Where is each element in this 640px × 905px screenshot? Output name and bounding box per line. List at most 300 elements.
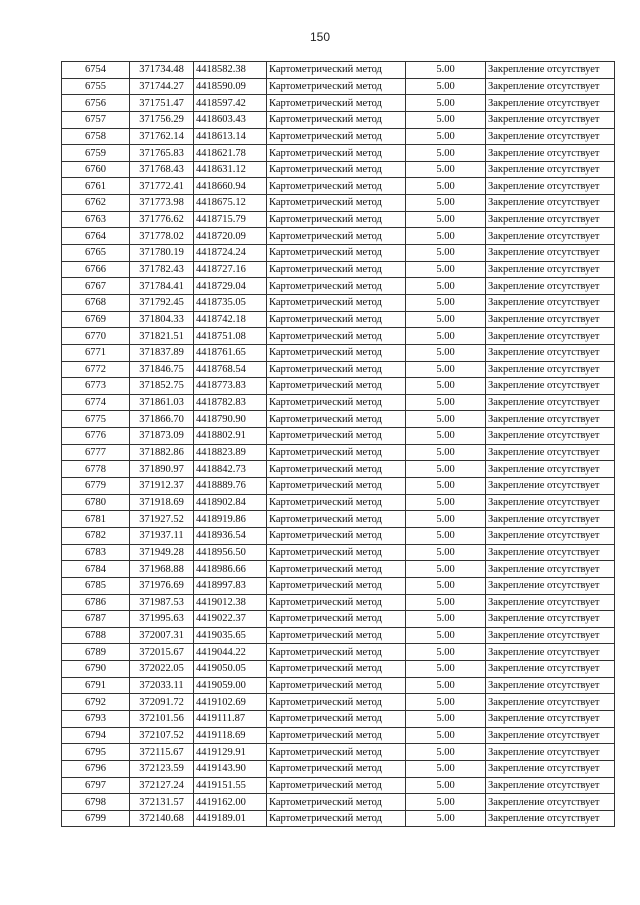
x-coordinate-cell: 372022.05 (130, 661, 194, 678)
table-row (62, 111, 615, 128)
table-row (62, 744, 615, 761)
accuracy-cell: 5.00 (406, 461, 486, 478)
fixation-description-cell: Закрепление отсутствует (486, 677, 615, 694)
x-coordinate-cell: 371744.27 (130, 78, 194, 95)
x-coordinate-cell: 372101.56 (130, 710, 194, 727)
point-number-cell: 6784 (62, 561, 130, 578)
y-coordinate-cell: 4418660.94 (194, 178, 267, 195)
table-row (62, 211, 615, 228)
x-coordinate-cell: 371890.97 (130, 461, 194, 478)
method-cell: Картометрический метод (267, 195, 406, 212)
point-number-cell: 6755 (62, 78, 130, 95)
y-coordinate-cell: 4419189.01 (194, 810, 267, 827)
point-number-cell: 6769 (62, 311, 130, 328)
x-coordinate-cell: 371792.45 (130, 294, 194, 311)
table-row (62, 361, 615, 378)
y-coordinate-cell: 4419143.90 (194, 760, 267, 777)
x-coordinate-cell: 371968.88 (130, 561, 194, 578)
fixation-description-cell: Закрепление отсутствует (486, 95, 615, 112)
method-cell: Картометрический метод (267, 145, 406, 162)
x-coordinate-cell: 371861.03 (130, 394, 194, 411)
y-coordinate-cell: 4419059.00 (194, 677, 267, 694)
accuracy-cell: 5.00 (406, 278, 486, 295)
y-coordinate-cell: 4418631.12 (194, 161, 267, 178)
point-number-cell: 6796 (62, 760, 130, 777)
point-number-cell: 6760 (62, 161, 130, 178)
fixation-description-cell: Закрепление отсутствует (486, 594, 615, 611)
fixation-description-cell: Закрепление отсутствует (486, 195, 615, 212)
table-row (62, 611, 615, 628)
table-row (62, 428, 615, 445)
table-row (62, 810, 615, 827)
table-row (62, 661, 615, 678)
table-row (62, 478, 615, 495)
coordinates-table-body (62, 62, 615, 827)
fixation-description-cell: Закрепление отсутствует (486, 278, 615, 295)
y-coordinate-cell: 4418582.38 (194, 62, 267, 79)
table-row (62, 394, 615, 411)
point-number-cell: 6774 (62, 394, 130, 411)
table-row (62, 627, 615, 644)
point-number-cell: 6780 (62, 494, 130, 511)
fixation-description-cell: Закрепление отсутствует (486, 145, 615, 162)
accuracy-cell: 5.00 (406, 478, 486, 495)
point-number-cell: 6781 (62, 511, 130, 528)
point-number-cell: 6793 (62, 710, 130, 727)
method-cell: Картометрический метод (267, 444, 406, 461)
method-cell: Картометрический метод (267, 78, 406, 95)
method-cell: Картометрический метод (267, 128, 406, 145)
y-coordinate-cell: 4419012.38 (194, 594, 267, 611)
method-cell: Картометрический метод (267, 810, 406, 827)
accuracy-cell: 5.00 (406, 195, 486, 212)
accuracy-cell: 5.00 (406, 394, 486, 411)
method-cell: Картометрический метод (267, 461, 406, 478)
point-number-cell: 6759 (62, 145, 130, 162)
fixation-description-cell: Закрепление отсутствует (486, 627, 615, 644)
fixation-description-cell: Закрепление отсутствует (486, 577, 615, 594)
method-cell: Картометрический метод (267, 95, 406, 112)
method-cell: Картометрический метод (267, 527, 406, 544)
table-row (62, 344, 615, 361)
method-cell: Картометрический метод (267, 594, 406, 611)
table-row (62, 328, 615, 345)
table-row (62, 527, 615, 544)
method-cell: Картометрический метод (267, 611, 406, 628)
point-number-cell: 6772 (62, 361, 130, 378)
y-coordinate-cell: 4418751.08 (194, 328, 267, 345)
x-coordinate-cell: 371776.62 (130, 211, 194, 228)
fixation-description-cell: Закрепление отсутствует (486, 461, 615, 478)
accuracy-cell: 5.00 (406, 294, 486, 311)
table-row (62, 760, 615, 777)
x-coordinate-cell: 371772.41 (130, 178, 194, 195)
method-cell: Картометрический метод (267, 710, 406, 727)
accuracy-cell: 5.00 (406, 378, 486, 395)
fixation-description-cell: Закрепление отсутствует (486, 311, 615, 328)
table-row (62, 644, 615, 661)
x-coordinate-cell: 372127.24 (130, 777, 194, 794)
table-row (62, 511, 615, 528)
method-cell: Картометрический метод (267, 211, 406, 228)
accuracy-cell: 5.00 (406, 544, 486, 561)
y-coordinate-cell: 4419102.69 (194, 694, 267, 711)
point-number-cell: 6798 (62, 794, 130, 811)
point-number-cell: 6765 (62, 245, 130, 262)
point-number-cell: 6782 (62, 527, 130, 544)
table-row (62, 294, 615, 311)
point-number-cell: 6770 (62, 328, 130, 345)
accuracy-cell: 5.00 (406, 710, 486, 727)
method-cell: Картометрический метод (267, 661, 406, 678)
accuracy-cell: 5.00 (406, 511, 486, 528)
fixation-description-cell: Закрепление отсутствует (486, 428, 615, 445)
table-row (62, 577, 615, 594)
accuracy-cell: 5.00 (406, 111, 486, 128)
accuracy-cell: 5.00 (406, 62, 486, 79)
point-number-cell: 6764 (62, 228, 130, 245)
y-coordinate-cell: 4419044.22 (194, 644, 267, 661)
table-row (62, 777, 615, 794)
table-row (62, 62, 615, 79)
fixation-description-cell: Закрепление отсутствует (486, 245, 615, 262)
fixation-description-cell: Закрепление отсутствует (486, 744, 615, 761)
method-cell: Картометрический метод (267, 245, 406, 262)
point-number-cell: 6768 (62, 294, 130, 311)
x-coordinate-cell: 371937.11 (130, 527, 194, 544)
table-row (62, 161, 615, 178)
fixation-description-cell: Закрепление отсутствует (486, 394, 615, 411)
accuracy-cell: 5.00 (406, 577, 486, 594)
fixation-description-cell: Закрепление отсутствует (486, 111, 615, 128)
table-row (62, 444, 615, 461)
y-coordinate-cell: 4418724.24 (194, 245, 267, 262)
point-number-cell: 6791 (62, 677, 130, 694)
accuracy-cell: 5.00 (406, 228, 486, 245)
point-number-cell: 6778 (62, 461, 130, 478)
method-cell: Картометрический метод (267, 777, 406, 794)
accuracy-cell: 5.00 (406, 411, 486, 428)
fixation-description-cell: Закрепление отсутствует (486, 261, 615, 278)
x-coordinate-cell: 371873.09 (130, 428, 194, 445)
table-row (62, 261, 615, 278)
accuracy-cell: 5.00 (406, 444, 486, 461)
x-coordinate-cell: 371927.52 (130, 511, 194, 528)
accuracy-cell: 5.00 (406, 428, 486, 445)
accuracy-cell: 5.00 (406, 777, 486, 794)
method-cell: Картометрический метод (267, 428, 406, 445)
fixation-description-cell: Закрепление отсутствует (486, 228, 615, 245)
fixation-description-cell: Закрепление отсутствует (486, 328, 615, 345)
point-number-cell: 6762 (62, 195, 130, 212)
x-coordinate-cell: 372015.67 (130, 644, 194, 661)
x-coordinate-cell: 372123.59 (130, 760, 194, 777)
accuracy-cell: 5.00 (406, 744, 486, 761)
y-coordinate-cell: 4418735.05 (194, 294, 267, 311)
accuracy-cell: 5.00 (406, 178, 486, 195)
method-cell: Картометрический метод (267, 294, 406, 311)
method-cell: Картометрический метод (267, 694, 406, 711)
fixation-description-cell: Закрепление отсутствует (486, 78, 615, 95)
x-coordinate-cell: 371882.86 (130, 444, 194, 461)
y-coordinate-cell: 4418986.66 (194, 561, 267, 578)
method-cell: Картометрический метод (267, 627, 406, 644)
coordinates-table (61, 61, 615, 827)
fixation-description-cell: Закрепление отсутствует (486, 611, 615, 628)
table-row (62, 411, 615, 428)
table-row (62, 727, 615, 744)
y-coordinate-cell: 4419035.65 (194, 627, 267, 644)
fixation-description-cell: Закрепление отсутствует (486, 644, 615, 661)
fixation-description-cell: Закрепление отсутствует (486, 62, 615, 79)
x-coordinate-cell: 371751.47 (130, 95, 194, 112)
x-coordinate-cell: 372107.52 (130, 727, 194, 744)
x-coordinate-cell: 371762.14 (130, 128, 194, 145)
table-row (62, 95, 615, 112)
accuracy-cell: 5.00 (406, 344, 486, 361)
fixation-description-cell: Закрепление отсутствует (486, 661, 615, 678)
x-coordinate-cell: 371780.19 (130, 245, 194, 262)
x-coordinate-cell: 372091.72 (130, 694, 194, 711)
accuracy-cell: 5.00 (406, 810, 486, 827)
point-number-cell: 6794 (62, 727, 130, 744)
table-row (62, 228, 615, 245)
y-coordinate-cell: 4418936.54 (194, 527, 267, 544)
point-number-cell: 6773 (62, 378, 130, 395)
method-cell: Картометрический метод (267, 344, 406, 361)
accuracy-cell: 5.00 (406, 78, 486, 95)
method-cell: Картометрический метод (267, 744, 406, 761)
table-row (62, 128, 615, 145)
y-coordinate-cell: 4418823.89 (194, 444, 267, 461)
method-cell: Картометрический метод (267, 278, 406, 295)
x-coordinate-cell: 372140.68 (130, 810, 194, 827)
table-row (62, 195, 615, 212)
x-coordinate-cell: 371852.75 (130, 378, 194, 395)
y-coordinate-cell: 4418729.04 (194, 278, 267, 295)
point-number-cell: 6788 (62, 627, 130, 644)
y-coordinate-cell: 4418742.18 (194, 311, 267, 328)
fixation-description-cell: Закрепление отсутствует (486, 794, 615, 811)
fixation-description-cell: Закрепление отсутствует (486, 710, 615, 727)
accuracy-cell: 5.00 (406, 128, 486, 145)
method-cell: Картометрический метод (267, 677, 406, 694)
accuracy-cell: 5.00 (406, 328, 486, 345)
point-number-cell: 6797 (62, 777, 130, 794)
x-coordinate-cell: 372131.57 (130, 794, 194, 811)
x-coordinate-cell: 371837.89 (130, 344, 194, 361)
y-coordinate-cell: 4418597.42 (194, 95, 267, 112)
x-coordinate-cell: 371987.53 (130, 594, 194, 611)
y-coordinate-cell: 4418790.90 (194, 411, 267, 428)
method-cell: Картометрический метод (267, 394, 406, 411)
y-coordinate-cell: 4418727.16 (194, 261, 267, 278)
point-number-cell: 6776 (62, 428, 130, 445)
point-number-cell: 6789 (62, 644, 130, 661)
table-row (62, 794, 615, 811)
accuracy-cell: 5.00 (406, 627, 486, 644)
x-coordinate-cell: 371976.69 (130, 577, 194, 594)
y-coordinate-cell: 4419151.55 (194, 777, 267, 794)
fixation-description-cell: Закрепление отсутствует (486, 211, 615, 228)
point-number-cell: 6799 (62, 810, 130, 827)
y-coordinate-cell: 4418956.50 (194, 544, 267, 561)
method-cell: Картометрический метод (267, 411, 406, 428)
fixation-description-cell: Закрепление отсутствует (486, 444, 615, 461)
accuracy-cell: 5.00 (406, 245, 486, 262)
x-coordinate-cell: 371804.33 (130, 311, 194, 328)
x-coordinate-cell: 371782.43 (130, 261, 194, 278)
x-coordinate-cell: 371912.37 (130, 478, 194, 495)
accuracy-cell: 5.00 (406, 694, 486, 711)
y-coordinate-cell: 4418675.12 (194, 195, 267, 212)
point-number-cell: 6754 (62, 62, 130, 79)
accuracy-cell: 5.00 (406, 611, 486, 628)
x-coordinate-cell: 371995.63 (130, 611, 194, 628)
method-cell: Картометрический метод (267, 378, 406, 395)
method-cell: Картометрический метод (267, 577, 406, 594)
point-number-cell: 6779 (62, 478, 130, 495)
y-coordinate-cell: 4418715.79 (194, 211, 267, 228)
x-coordinate-cell: 371821.51 (130, 328, 194, 345)
table-row (62, 461, 615, 478)
accuracy-cell: 5.00 (406, 561, 486, 578)
y-coordinate-cell: 4419050.05 (194, 661, 267, 678)
x-coordinate-cell: 371866.70 (130, 411, 194, 428)
accuracy-cell: 5.00 (406, 494, 486, 511)
fixation-description-cell: Закрепление отсутствует (486, 478, 615, 495)
y-coordinate-cell: 4418782.83 (194, 394, 267, 411)
y-coordinate-cell: 4419111.87 (194, 710, 267, 727)
method-cell: Картометрический метод (267, 311, 406, 328)
method-cell: Картометрический метод (267, 228, 406, 245)
y-coordinate-cell: 4418773.83 (194, 378, 267, 395)
y-coordinate-cell: 4418997.83 (194, 577, 267, 594)
y-coordinate-cell: 4418761.65 (194, 344, 267, 361)
fixation-description-cell: Закрепление отсутствует (486, 411, 615, 428)
y-coordinate-cell: 4418590.09 (194, 78, 267, 95)
point-number-cell: 6771 (62, 344, 130, 361)
x-coordinate-cell: 371768.43 (130, 161, 194, 178)
method-cell: Картометрический метод (267, 62, 406, 79)
method-cell: Картометрический метод (267, 544, 406, 561)
x-coordinate-cell: 371846.75 (130, 361, 194, 378)
accuracy-cell: 5.00 (406, 361, 486, 378)
fixation-description-cell: Закрепление отсутствует (486, 161, 615, 178)
table-row (62, 378, 615, 395)
fixation-description-cell: Закрепление отсутствует (486, 294, 615, 311)
table-row (62, 178, 615, 195)
table-row (62, 594, 615, 611)
table-row (62, 311, 615, 328)
x-coordinate-cell: 371756.29 (130, 111, 194, 128)
x-coordinate-cell: 371778.02 (130, 228, 194, 245)
method-cell: Картометрический метод (267, 161, 406, 178)
table-row (62, 561, 615, 578)
fixation-description-cell: Закрепление отсутствует (486, 494, 615, 511)
fixation-description-cell: Закрепление отсутствует (486, 777, 615, 794)
accuracy-cell: 5.00 (406, 261, 486, 278)
x-coordinate-cell: 371918.69 (130, 494, 194, 511)
x-coordinate-cell: 372007.31 (130, 627, 194, 644)
y-coordinate-cell: 4418802.91 (194, 428, 267, 445)
y-coordinate-cell: 4419162.00 (194, 794, 267, 811)
point-number-cell: 6795 (62, 744, 130, 761)
x-coordinate-cell: 371773.98 (130, 195, 194, 212)
y-coordinate-cell: 4418902.84 (194, 494, 267, 511)
point-number-cell: 6757 (62, 111, 130, 128)
point-number-cell: 6777 (62, 444, 130, 461)
point-number-cell: 6766 (62, 261, 130, 278)
y-coordinate-cell: 4418889.76 (194, 478, 267, 495)
fixation-description-cell: Закрепление отсутствует (486, 544, 615, 561)
accuracy-cell: 5.00 (406, 527, 486, 544)
method-cell: Картометрический метод (267, 561, 406, 578)
method-cell: Картометрический метод (267, 178, 406, 195)
x-coordinate-cell: 372115.67 (130, 744, 194, 761)
fixation-description-cell: Закрепление отсутствует (486, 760, 615, 777)
fixation-description-cell: Закрепление отсутствует (486, 511, 615, 528)
point-number-cell: 6761 (62, 178, 130, 195)
accuracy-cell: 5.00 (406, 594, 486, 611)
table-row (62, 544, 615, 561)
method-cell: Картометрический метод (267, 644, 406, 661)
point-number-cell: 6790 (62, 661, 130, 678)
fixation-description-cell: Закрепление отсутствует (486, 694, 615, 711)
page-number: 150 (309, 30, 331, 44)
accuracy-cell: 5.00 (406, 760, 486, 777)
accuracy-cell: 5.00 (406, 727, 486, 744)
point-number-cell: 6786 (62, 594, 130, 611)
point-number-cell: 6792 (62, 694, 130, 711)
accuracy-cell: 5.00 (406, 145, 486, 162)
point-number-cell: 6763 (62, 211, 130, 228)
method-cell: Картометрический метод (267, 760, 406, 777)
fixation-description-cell: Закрепление отсутствует (486, 378, 615, 395)
table-row (62, 245, 615, 262)
accuracy-cell: 5.00 (406, 644, 486, 661)
point-number-cell: 6783 (62, 544, 130, 561)
method-cell: Картометрический метод (267, 727, 406, 744)
y-coordinate-cell: 4419129.91 (194, 744, 267, 761)
x-coordinate-cell: 371765.83 (130, 145, 194, 162)
method-cell: Картометрический метод (267, 111, 406, 128)
point-number-cell: 6775 (62, 411, 130, 428)
y-coordinate-cell: 4418603.43 (194, 111, 267, 128)
method-cell: Картометрический метод (267, 328, 406, 345)
accuracy-cell: 5.00 (406, 677, 486, 694)
point-number-cell: 6767 (62, 278, 130, 295)
point-number-cell: 6756 (62, 95, 130, 112)
y-coordinate-cell: 4418842.73 (194, 461, 267, 478)
x-coordinate-cell: 371784.41 (130, 278, 194, 295)
point-number-cell: 6787 (62, 611, 130, 628)
table-row (62, 145, 615, 162)
table-row (62, 494, 615, 511)
accuracy-cell: 5.00 (406, 661, 486, 678)
x-coordinate-cell: 372033.11 (130, 677, 194, 694)
x-coordinate-cell: 371949.28 (130, 544, 194, 561)
fixation-description-cell: Закрепление отсутствует (486, 810, 615, 827)
point-number-cell: 6758 (62, 128, 130, 145)
y-coordinate-cell: 4418613.14 (194, 128, 267, 145)
fixation-description-cell: Закрепление отсутствует (486, 178, 615, 195)
fixation-description-cell: Закрепление отсутствует (486, 344, 615, 361)
method-cell: Картометрический метод (267, 361, 406, 378)
y-coordinate-cell: 4418919.86 (194, 511, 267, 528)
accuracy-cell: 5.00 (406, 211, 486, 228)
method-cell: Картометрический метод (267, 794, 406, 811)
